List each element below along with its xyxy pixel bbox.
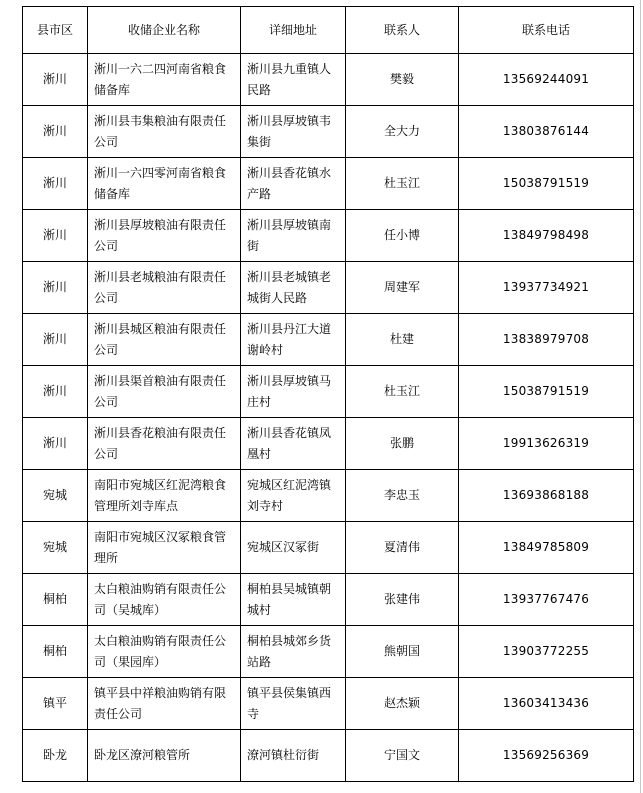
company-cell: 太白粮油购销有限责任公司（果园库） bbox=[88, 626, 241, 678]
company-cell: 淅川县渠首粮油有限责任公司 bbox=[88, 366, 241, 418]
table-row bbox=[23, 210, 634, 262]
header-county: 县市区 bbox=[23, 7, 88, 54]
address-cell: 桐柏县吴城镇朝城村 bbox=[241, 574, 346, 626]
table-row bbox=[23, 730, 634, 782]
contact-person-cell: 赵杰颖 bbox=[346, 678, 459, 730]
company-cell: 淅川县老城粮油有限责任公司 bbox=[88, 262, 241, 314]
contact-phone-cell: 13569244091 bbox=[459, 54, 634, 106]
county-cell: 宛城 bbox=[23, 470, 88, 522]
table-row bbox=[23, 314, 634, 366]
county-cell: 镇平 bbox=[23, 678, 88, 730]
contact-phone-cell: 13937734921 bbox=[459, 262, 634, 314]
address-cell: 淅川县九重镇人民路 bbox=[241, 54, 346, 106]
address-cell: 潦河镇杜衍街 bbox=[241, 730, 346, 782]
contact-person-cell: 李忠玉 bbox=[346, 470, 459, 522]
company-cell: 南阳市宛城区红泥湾粮食管理所刘寺库点 bbox=[88, 470, 241, 522]
contact-person-cell: 熊朝国 bbox=[346, 626, 459, 678]
contact-phone-cell: 13803876144 bbox=[459, 106, 634, 158]
company-cell: 卧龙区潦河粮管所 bbox=[88, 730, 241, 782]
header-contact-phone: 联系电话 bbox=[459, 7, 634, 54]
contact-person-cell: 杜玉江 bbox=[346, 366, 459, 418]
table-row bbox=[23, 678, 634, 730]
table-row bbox=[23, 470, 634, 522]
contact-person-cell: 宁国文 bbox=[346, 730, 459, 782]
contact-phone-cell: 13838979708 bbox=[459, 314, 634, 366]
table-row bbox=[23, 54, 634, 106]
table-row bbox=[23, 626, 634, 678]
county-cell: 桐柏 bbox=[23, 626, 88, 678]
address-cell: 镇平县侯集镇西寺 bbox=[241, 678, 346, 730]
address-cell: 淅川县丹江大道谢岭村 bbox=[241, 314, 346, 366]
county-cell: 淅川 bbox=[23, 158, 88, 210]
company-cell: 镇平县中祥粮油购销有限责任公司 bbox=[88, 678, 241, 730]
contact-phone-cell: 15038791519 bbox=[459, 366, 634, 418]
company-cell: 南阳市宛城区汉冢粮食管理所 bbox=[88, 522, 241, 574]
contact-phone-cell: 13849798498 bbox=[459, 210, 634, 262]
table-row bbox=[23, 366, 634, 418]
contact-person-cell: 周建军 bbox=[346, 262, 459, 314]
address-cell: 宛城区汉冢街 bbox=[241, 522, 346, 574]
county-cell: 淅川 bbox=[23, 262, 88, 314]
header-contact-person: 联系人 bbox=[346, 7, 459, 54]
company-cell: 淅川一六二四河南省粮食储备库 bbox=[88, 54, 241, 106]
county-cell: 淅川 bbox=[23, 210, 88, 262]
contact-person-cell: 杜玉江 bbox=[346, 158, 459, 210]
address-cell: 淅川县香花镇凤凰村 bbox=[241, 418, 346, 470]
county-cell: 淅川 bbox=[23, 366, 88, 418]
contact-person-cell: 杜建 bbox=[346, 314, 459, 366]
address-cell: 宛城区红泥湾镇刘寺村 bbox=[241, 470, 346, 522]
header-company: 收储企业名称 bbox=[88, 7, 241, 54]
company-cell: 淅川县厚坡粮油有限责任公司 bbox=[88, 210, 241, 262]
contact-person-cell: 夏清伟 bbox=[346, 522, 459, 574]
company-cell: 太白粮油购销有限责任公司（吴城库） bbox=[88, 574, 241, 626]
contact-person-cell: 全大力 bbox=[346, 106, 459, 158]
table-row bbox=[23, 262, 634, 314]
company-cell: 淅川县香花粮油有限责任公司 bbox=[88, 418, 241, 470]
contact-phone-cell: 13693868188 bbox=[459, 470, 634, 522]
contact-phone-cell: 13569256369 bbox=[459, 730, 634, 782]
county-cell: 淅川 bbox=[23, 54, 88, 106]
address-cell: 淅川县厚坡镇南街 bbox=[241, 210, 346, 262]
table-row bbox=[23, 574, 634, 626]
company-cell: 淅川县韦集粮油有限责任公司 bbox=[88, 106, 241, 158]
company-cell: 淅川县城区粮油有限责任公司 bbox=[88, 314, 241, 366]
address-cell: 淅川县老城镇老城街人民路 bbox=[241, 262, 346, 314]
address-cell: 淅川县厚坡镇马庄村 bbox=[241, 366, 346, 418]
county-cell: 淅川 bbox=[23, 106, 88, 158]
table-row bbox=[23, 158, 634, 210]
table-row bbox=[23, 106, 634, 158]
contact-phone-cell: 19913626319 bbox=[459, 418, 634, 470]
county-cell: 桐柏 bbox=[23, 574, 88, 626]
contact-phone-cell: 13903772255 bbox=[459, 626, 634, 678]
contact-person-cell: 张鹏 bbox=[346, 418, 459, 470]
contact-phone-cell: 15038791519 bbox=[459, 158, 634, 210]
storage-enterprise-table bbox=[22, 6, 634, 782]
table-row bbox=[23, 522, 634, 574]
county-cell: 宛城 bbox=[23, 522, 88, 574]
table-header-row bbox=[23, 7, 634, 54]
contact-person-cell: 张建伟 bbox=[346, 574, 459, 626]
company-cell: 淅川一六四零河南省粮食储备库 bbox=[88, 158, 241, 210]
county-cell: 淅川 bbox=[23, 418, 88, 470]
address-cell: 淅川县厚坡镇韦集街 bbox=[241, 106, 346, 158]
page-edge-divider bbox=[640, 0, 641, 793]
contact-person-cell: 任小博 bbox=[346, 210, 459, 262]
contact-person-cell: 樊毅 bbox=[346, 54, 459, 106]
contact-phone-cell: 13937767476 bbox=[459, 574, 634, 626]
contact-phone-cell: 13603413436 bbox=[459, 678, 634, 730]
county-cell: 卧龙 bbox=[23, 730, 88, 782]
table-row bbox=[23, 418, 634, 470]
county-cell: 淅川 bbox=[23, 314, 88, 366]
contact-phone-cell: 13849785809 bbox=[459, 522, 634, 574]
address-cell: 淅川县香花镇水产路 bbox=[241, 158, 346, 210]
header-address: 详细地址 bbox=[241, 7, 346, 54]
address-cell: 桐柏县城郊乡货站路 bbox=[241, 626, 346, 678]
